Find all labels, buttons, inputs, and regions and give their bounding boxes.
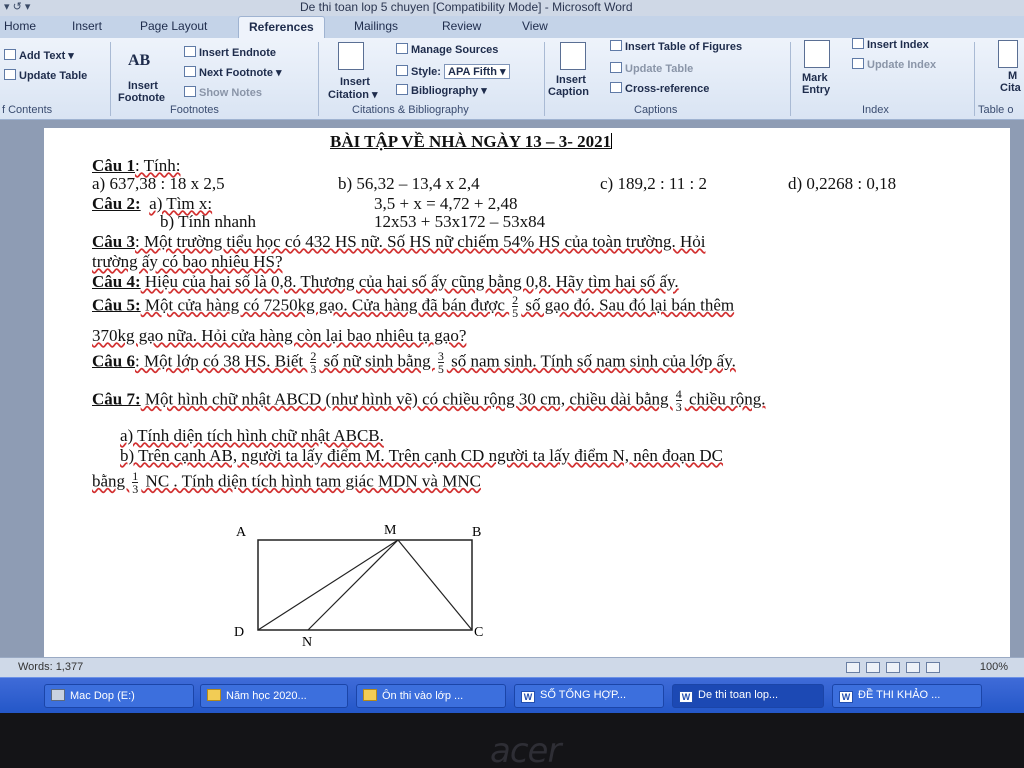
full-screen-reading-icon[interactable] xyxy=(866,662,880,673)
question-5-text-a: Một cửa hàng có 7250kg gạo. Cửa hàng đã bán được xyxy=(140,295,510,315)
mark-entry-label[interactable]: Entry xyxy=(802,84,831,96)
style-icon xyxy=(396,65,408,76)
update-index-icon xyxy=(852,58,864,69)
question-3-line-2: trường ấy có bao nhiêu HS? xyxy=(92,252,283,271)
ribbon xyxy=(0,38,1024,120)
insert-footnote-button[interactable]: Insert xyxy=(128,80,158,92)
question-3-label: Câu 3 xyxy=(92,232,135,251)
heading-text: BÀI TẬP VỀ NHÀ NGÀY 13 – 3- 2021 xyxy=(330,132,612,151)
question-4-text: Hiệu của hai số là 0,8. Thương của hai số ấy cũng bằng 0,8. Hãy tìm hai số ấy. xyxy=(140,272,679,291)
group-label-footnotes: Footnotes xyxy=(170,104,219,116)
zoom-level[interactable]: 100% xyxy=(979,661,1008,673)
tab-page-layout[interactable]: Page Layout xyxy=(140,19,208,33)
label-a: A xyxy=(236,525,247,540)
question-5-line-1 xyxy=(92,294,734,319)
tab-review[interactable]: Review xyxy=(442,19,482,33)
taskbar xyxy=(0,677,1024,713)
rectangle-abcd xyxy=(258,540,472,630)
taskbar-item-label: SỐ TỔNG HỢP... xyxy=(540,689,627,701)
insert-caption-button[interactable]: Insert xyxy=(556,74,586,86)
mark-entry-button[interactable]: Mark xyxy=(802,72,828,84)
question-1b: b) 56,32 – 13,4 x 2,4 xyxy=(338,174,480,193)
add-text-label: Add Text ▾ xyxy=(19,50,74,62)
insert-table-of-figures-label: Insert Table of Figures xyxy=(625,41,743,53)
question-7b-text-a: bằng xyxy=(92,471,130,491)
group-label-citations: Citations & Bibliography xyxy=(352,104,469,116)
group-separator xyxy=(318,42,319,116)
title-bar xyxy=(0,0,1024,16)
tab-insert[interactable]: Insert xyxy=(72,19,103,33)
question-1-label: Câu 1 xyxy=(92,156,135,175)
question-1a: a) 637,38 : 18 x 2,5 xyxy=(92,174,225,193)
cross-reference-icon xyxy=(610,82,622,93)
taskbar-item-label: De thi toan lop... xyxy=(698,689,779,701)
label-d: D xyxy=(234,625,245,640)
show-notes-label: Show Notes xyxy=(199,87,262,99)
style-label: Style: xyxy=(411,66,441,78)
word-icon: W xyxy=(521,691,535,703)
manage-sources-button[interactable] xyxy=(396,43,498,56)
taskbar-item-word-de-thi-khao[interactable] xyxy=(832,684,982,708)
question-3-line-1 xyxy=(92,232,705,252)
fraction-numerator: 2 xyxy=(512,293,519,307)
mark-citation-button[interactable]: M xyxy=(1008,70,1018,82)
taskbar-item-label: Mac Dop (E:) xyxy=(70,690,135,702)
draft-view-icon[interactable] xyxy=(926,662,940,673)
taskbar-item-folder-on-thi[interactable] xyxy=(356,684,506,708)
style-control xyxy=(396,64,510,79)
fraction-denominator: 3 xyxy=(675,400,682,414)
quick-access-toolbar[interactable]: ▾ ↺ ▾ xyxy=(4,1,31,13)
group-label-captions: Captions xyxy=(634,104,678,116)
fraction-denominator: 5 xyxy=(512,306,519,320)
drive-icon xyxy=(51,689,65,701)
mark-citation-icon[interactable] xyxy=(998,40,1018,68)
question-7 xyxy=(92,388,766,413)
citation-style-select[interactable]: APA Fifth ▾ xyxy=(444,64,509,79)
question-3-text: : Một trường tiểu học có 432 HS nữ. Số HS nữ chiếm 54% HS của toàn trường. Hỏi xyxy=(134,232,706,251)
taskbar-item-folder-nam-hoc[interactable] xyxy=(200,684,348,708)
group-label-index: Index xyxy=(862,104,889,116)
print-layout-view-icon[interactable] xyxy=(846,662,860,673)
question-2b-label: b) Tính nhanh xyxy=(160,212,257,231)
taskbar-item-word-so-tong-hop[interactable] xyxy=(514,684,664,708)
outline-view-icon[interactable] xyxy=(906,662,920,673)
question-2a-expression: 3,5 + x = 4,72 + 2,48 xyxy=(374,194,518,213)
next-footnote-icon xyxy=(184,66,196,77)
question-4-label: Câu 4: xyxy=(92,272,141,291)
update-table-button[interactable] xyxy=(4,69,87,82)
label-n: N xyxy=(302,635,313,648)
fraction-denominator: 5 xyxy=(437,362,444,376)
word-count[interactable]: Words: 1,377 xyxy=(18,661,84,673)
insert-index-icon xyxy=(852,38,864,49)
taskbar-item-label: ĐỀ THI KHẢO ... xyxy=(858,689,941,701)
insert-citation-button[interactable]: Insert xyxy=(340,76,370,88)
fraction-numerator: 3 xyxy=(437,349,444,363)
folder-icon xyxy=(363,689,377,701)
document-area xyxy=(0,120,1024,657)
cross-reference-label: Cross-reference xyxy=(625,83,710,95)
bibliography-button[interactable] xyxy=(396,84,487,97)
insert-caption-label[interactable]: Caption xyxy=(548,86,589,98)
question-5-text-b: số gạo đó. Sau đó lại bán thêm xyxy=(521,295,735,315)
web-layout-view-icon[interactable] xyxy=(886,662,900,673)
monitor-bezel xyxy=(0,713,1024,768)
update-index-button[interactable] xyxy=(852,58,936,71)
ribbon-tabs xyxy=(0,16,1024,38)
question-7a: a) Tính diện tích hình chữ nhật ABCB. xyxy=(120,426,384,445)
insert-index-label: Insert Index xyxy=(867,39,929,51)
cross-reference-button[interactable] xyxy=(610,82,709,95)
insert-footnote-icon[interactable]: AB xyxy=(128,52,151,69)
document-page[interactable] xyxy=(44,128,1010,657)
endnote-icon xyxy=(184,46,196,57)
group-label-toa: Table o xyxy=(978,104,1014,116)
fraction-one-third xyxy=(132,470,138,495)
manage-sources-icon xyxy=(396,43,408,54)
mark-citation-label[interactable]: Cita xyxy=(1000,82,1021,94)
bibliography-label: Bibliography ▾ xyxy=(411,85,487,97)
taskbar-item-label: Năm học 2020... xyxy=(226,690,307,702)
update-table-label: Update Table xyxy=(19,70,88,82)
update-index-label: Update Index xyxy=(867,59,937,71)
word-icon: W xyxy=(839,691,853,703)
question-7-text-b: chiều rộng. xyxy=(684,389,766,409)
segment-mn xyxy=(308,540,398,630)
fraction-numerator: 4 xyxy=(675,387,682,401)
question-2-label: Câu 2: xyxy=(92,194,141,213)
tab-references[interactable]: References xyxy=(238,16,325,38)
word-icon: W xyxy=(679,691,693,703)
taskbar-item-drive[interactable] xyxy=(44,684,194,708)
question-6 xyxy=(92,350,736,375)
question-6-text-c: số nam sinh. Tính số nam sinh của lớp ấy. xyxy=(446,351,736,371)
question-2-title xyxy=(92,194,212,214)
question-7b-line-2 xyxy=(92,470,481,495)
group-separator xyxy=(544,42,545,116)
fraction-denominator: 3 xyxy=(132,482,139,496)
text-cursor xyxy=(611,133,612,149)
taskbar-item-word-de-thi-toan[interactable] xyxy=(672,684,824,708)
question-7b-text-b: NC . Tính diện tích hình tam giác MDN và MNC xyxy=(141,471,481,491)
status-bar xyxy=(0,657,1024,677)
insert-caption-icon[interactable] xyxy=(560,42,586,70)
monitor-brand-logo: acer xyxy=(490,731,561,768)
insert-endnote-label: Insert Endnote xyxy=(199,47,277,59)
update-figures-label: Update Table xyxy=(625,63,694,75)
insert-table-of-figures-button[interactable] xyxy=(610,40,742,53)
question-7-text-a: Một hình chữ nhật ABCD (như hình vẽ) có chiều rộng 30 cm, chiều dài bằng xyxy=(140,389,673,409)
show-notes-icon xyxy=(184,86,196,97)
fraction-two-fifths xyxy=(512,294,518,319)
fraction-two-thirds xyxy=(310,350,316,375)
fraction-numerator: 1 xyxy=(132,469,139,483)
bibliography-icon xyxy=(396,84,408,95)
group-separator xyxy=(110,42,111,116)
question-1c: c) 189,2 : 11 : 2 xyxy=(600,174,708,193)
group-label-toc: f Contents xyxy=(2,104,53,116)
update-figures-icon xyxy=(610,62,622,73)
insert-citation-icon[interactable] xyxy=(338,42,364,70)
next-footnote-label: Next Footnote ▾ xyxy=(199,67,282,79)
update-table-icon xyxy=(4,69,16,80)
question-1-title xyxy=(92,156,180,176)
group-separator xyxy=(974,42,975,116)
question-7-label: Câu 7: xyxy=(92,389,141,409)
question-6-text-b: số nữ sinh bằng xyxy=(319,351,435,371)
question-6-label: Câu 6 xyxy=(92,351,135,371)
group-separator xyxy=(790,42,791,116)
question-2b-expression: 12x53 + 53x172 – 53x84 xyxy=(374,212,546,231)
label-m: M xyxy=(384,523,397,538)
show-notes-button[interactable] xyxy=(184,86,262,99)
question-5-label: Câu 5: xyxy=(92,295,141,315)
question-1-text: : Tính: xyxy=(134,156,181,175)
rectangle-figure xyxy=(230,518,490,648)
mark-entry-icon[interactable] xyxy=(804,40,830,68)
table-of-figures-icon xyxy=(610,40,622,51)
label-b: B xyxy=(472,525,482,540)
insert-endnote-button[interactable] xyxy=(184,46,276,59)
insert-citation-label[interactable]: Citation ▾ xyxy=(328,89,378,101)
document-heading xyxy=(330,132,612,152)
add-text-icon xyxy=(4,49,16,60)
window-title: De thi toan lop 5 chuyen [Compatibility Mode] - Microsoft Word xyxy=(300,0,633,14)
question-5-line-2: 370kg gạo nữa. Hỏi cửa hàng còn lại bao nhiêu tạ gạo? xyxy=(92,326,467,345)
question-2a-label: a) Tìm x: xyxy=(149,194,213,213)
insert-footnote-label[interactable]: Footnote xyxy=(118,92,166,104)
fraction-three-fifths xyxy=(438,350,444,375)
insert-index-button[interactable] xyxy=(852,38,929,51)
question-6-text-a: : Một lớp có 38 HS. Biết xyxy=(134,351,308,371)
segment-md xyxy=(258,540,398,630)
tab-view[interactable]: View xyxy=(522,19,548,33)
label-c: C xyxy=(474,625,484,640)
update-figures-table-button[interactable] xyxy=(610,62,693,75)
manage-sources-label: Manage Sources xyxy=(411,44,499,56)
next-footnote-button[interactable] xyxy=(184,66,282,79)
tab-home[interactable]: Home xyxy=(4,19,37,33)
taskbar-item-label: Ôn thi vào lớp ... xyxy=(382,690,464,702)
add-text-button[interactable] xyxy=(4,49,74,62)
fraction-denominator: 3 xyxy=(310,362,317,376)
folder-icon xyxy=(207,689,221,701)
tab-mailings[interactable]: Mailings xyxy=(354,19,399,33)
fraction-numerator: 2 xyxy=(310,349,317,363)
question-1d: d) 0,2268 : 0,18 xyxy=(788,174,897,193)
question-4 xyxy=(92,272,679,292)
segment-mc xyxy=(398,540,472,630)
fraction-four-thirds xyxy=(676,388,682,413)
question-7b: b) Trên cạnh AB, người ta lấy điểm M. Trên cạnh CD người ta lấy điểm N, nên đoạn DC xyxy=(120,446,724,465)
